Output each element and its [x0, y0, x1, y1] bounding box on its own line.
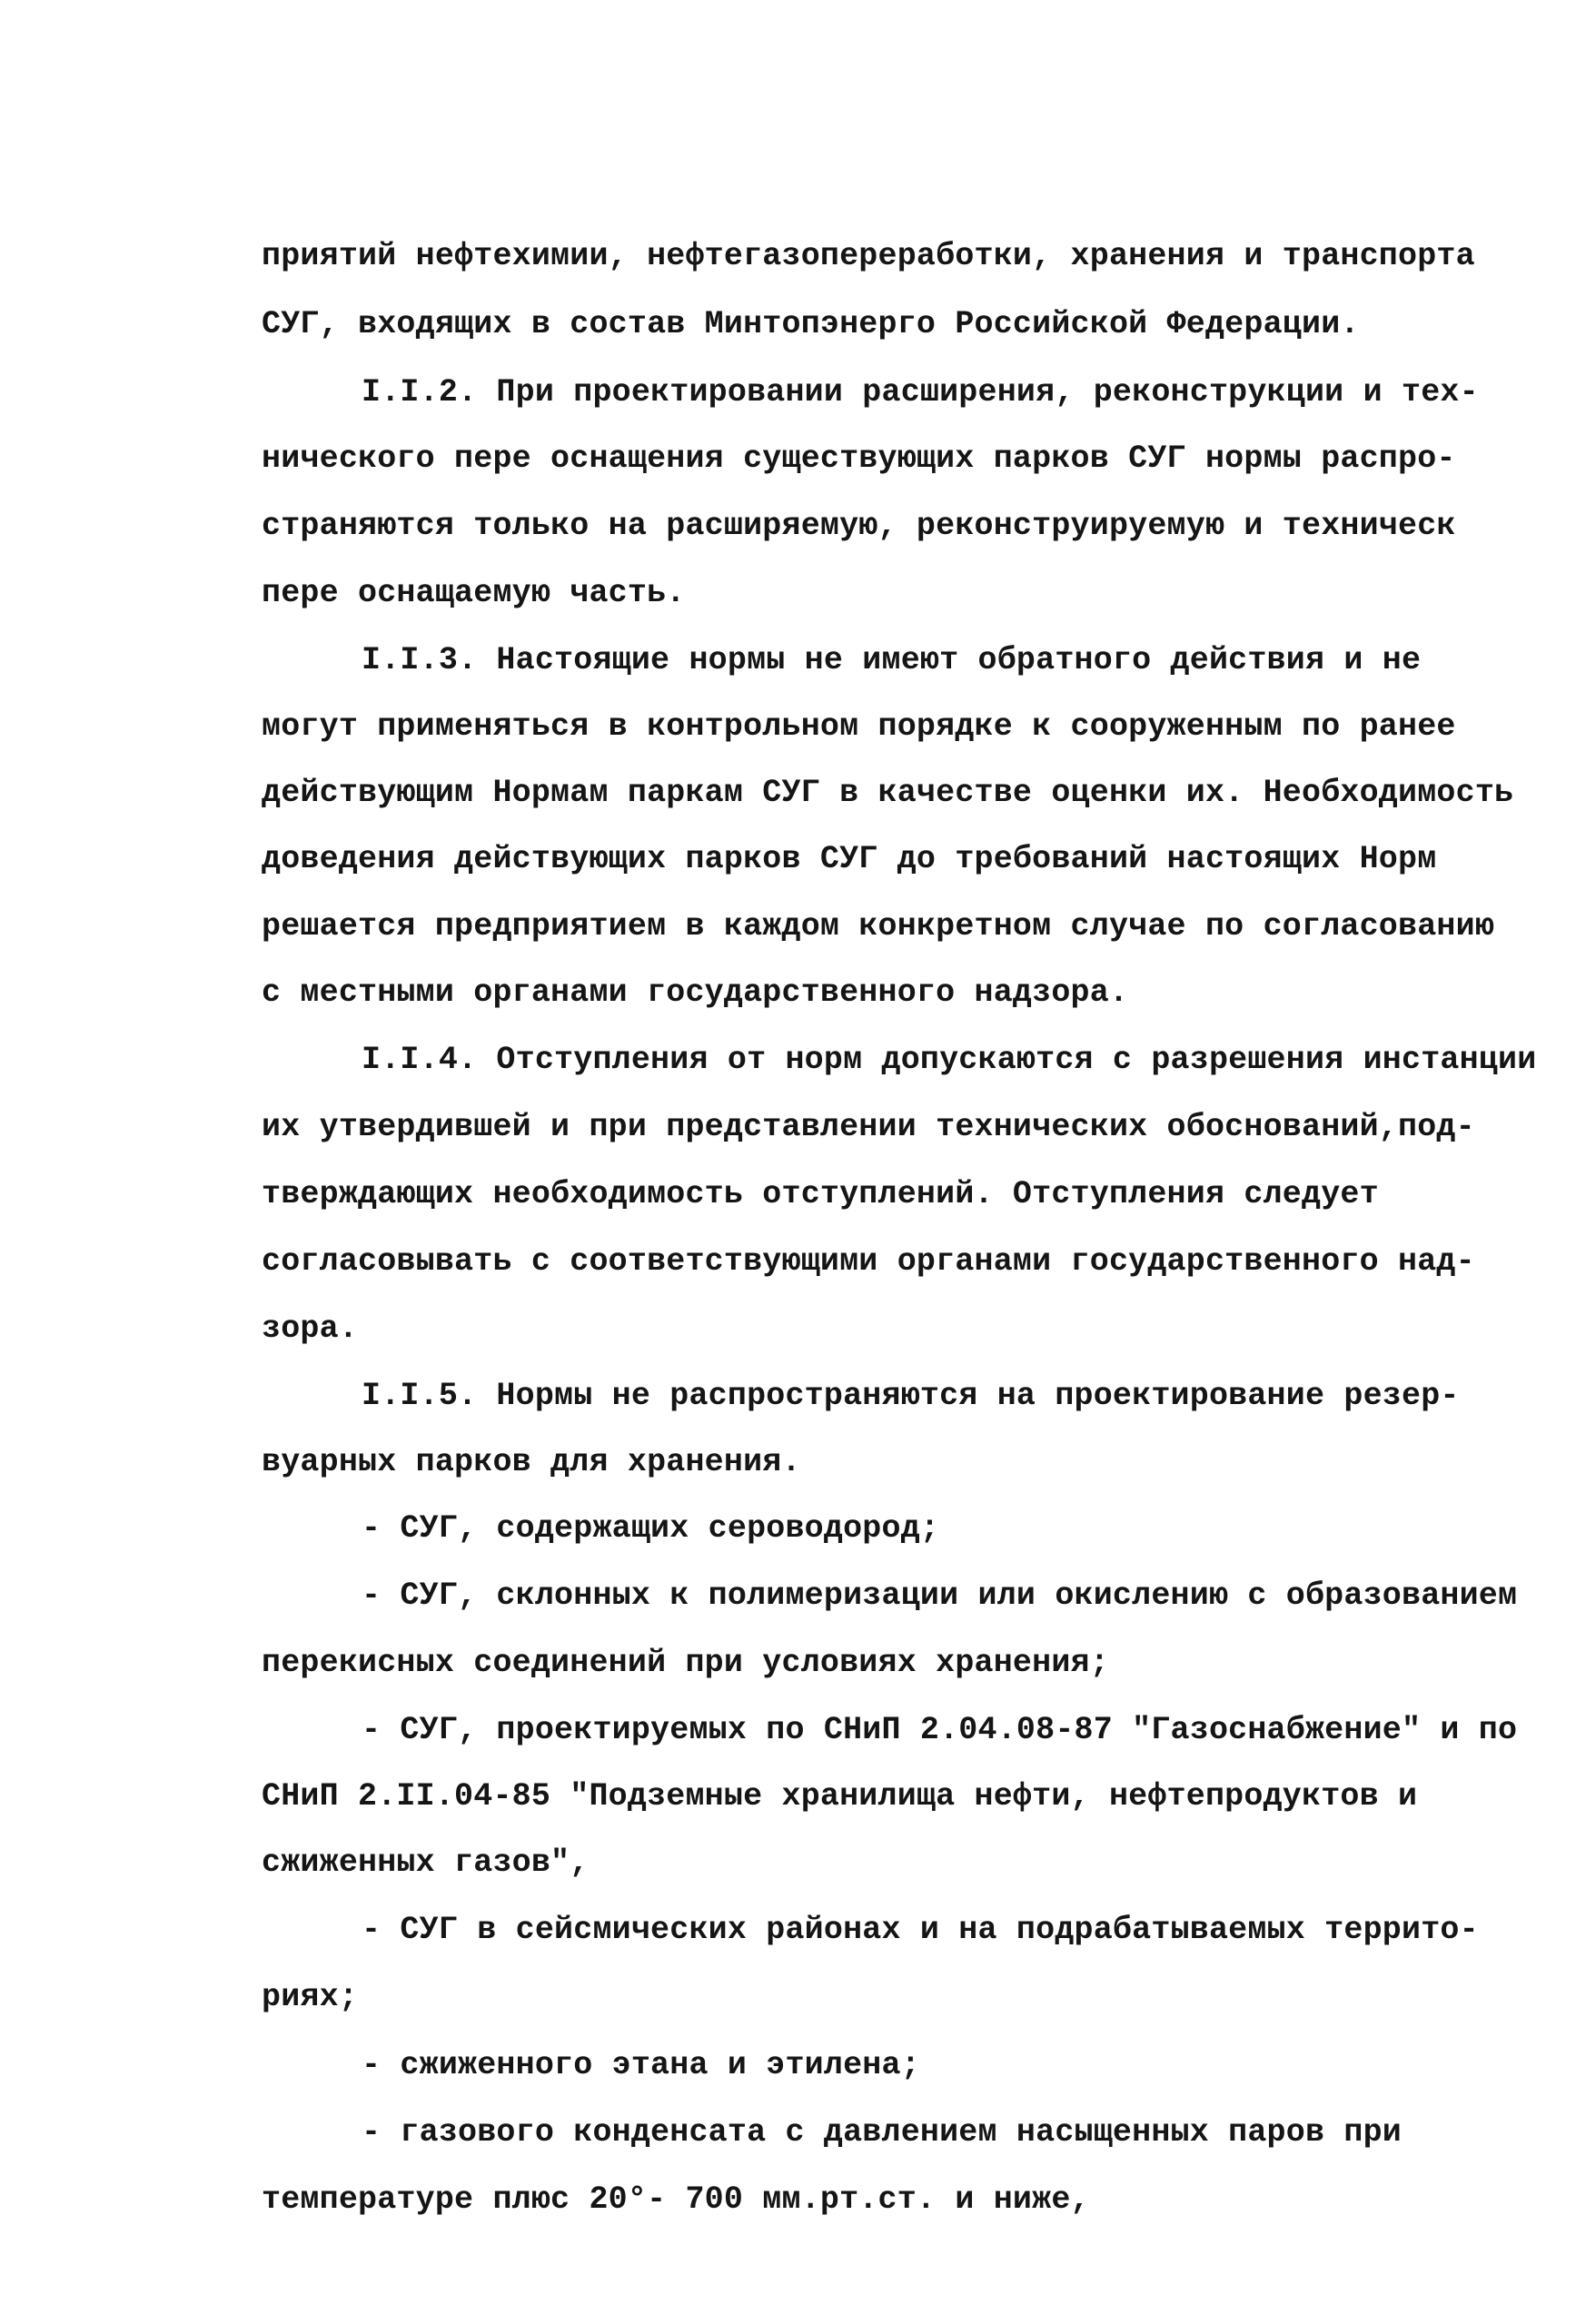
text-line: риях;: [262, 1979, 359, 2015]
text-line: СНиП 2.II.04-85 "Подземные хранилища нефти, нефтепродуктов и: [262, 1778, 1418, 1815]
text-line: - СУГ в сейсмических районах и на подрабатываемых террито-: [362, 1912, 1479, 1948]
text-line: - СУГ, склонных к полимеризации или окислению с образованием: [362, 1577, 1518, 1614]
text-line: страняются только на расширяемую, реконструируемую и техническ: [262, 508, 1456, 544]
text-line: I.I.4. Отступления от норм допускаются с разрешения инстанции: [362, 1042, 1537, 1078]
text-line: - СУГ, проектируемых по СНиП 2.04.08-87 "Газоснабжение" и по: [362, 1712, 1518, 1748]
text-line: I.I.2. При проектировании расширения, реконструкции и тех-: [362, 374, 1479, 410]
text-line: сжиженных газов",: [262, 1844, 590, 1881]
text-line: - СУГ, содержащих сероводород;: [362, 1510, 940, 1547]
text-line: вуарных парков для хранения.: [262, 1444, 801, 1480]
text-line: температуре плюс 20°- 700 мм.рт.ст. и ниже,: [262, 2181, 1090, 2218]
text-line: СУГ, входящих в состав Минтопэнерго Российской Федерации.: [262, 306, 1360, 342]
text-line: могут применяться в контрольном порядке к сооруженным по ранее: [262, 708, 1456, 745]
text-line: нического пере оснащения существующих парков СУГ нормы распро-: [262, 440, 1456, 477]
text-line: тверждающих необходимость отступлений. Отступления следует: [262, 1176, 1379, 1212]
text-line: доведения действующих парков СУГ до требований настоящих Норм: [262, 841, 1437, 877]
text-line: приятий нефтехимии, нефтегазопереработки, хранения и транспорта: [262, 238, 1475, 274]
text-line: зора.: [262, 1310, 359, 1347]
text-line: действующим Нормам паркам СУГ в качестве оценки их. Необходимость: [262, 775, 1514, 811]
text-line: их утвердившей и при представлении технических обоснований,под-: [262, 1109, 1475, 1145]
text-line: - сжиженного этана и этилена;: [362, 2047, 920, 2083]
text-line: I.I.5. Нормы не распространяются на проектирование резер-: [362, 1378, 1460, 1414]
text-line: с местными органами государственного надзора.: [262, 974, 1129, 1011]
text-line: согласовывать с соответствующими органами государственного над-: [262, 1243, 1475, 1280]
text-line: пере оснащаемую часть.: [262, 575, 686, 611]
text-line: I.I.3. Настоящие нормы не имеют обратного действия и не: [362, 642, 1422, 678]
text-line: перекисных соединений при условиях хранения;: [262, 1645, 1109, 1681]
text-line: решается предприятием в каждом конкретном случае по согласованию: [262, 908, 1495, 944]
text-line: - газового конденсата с давлением насыщенных паров при: [362, 2114, 1402, 2151]
